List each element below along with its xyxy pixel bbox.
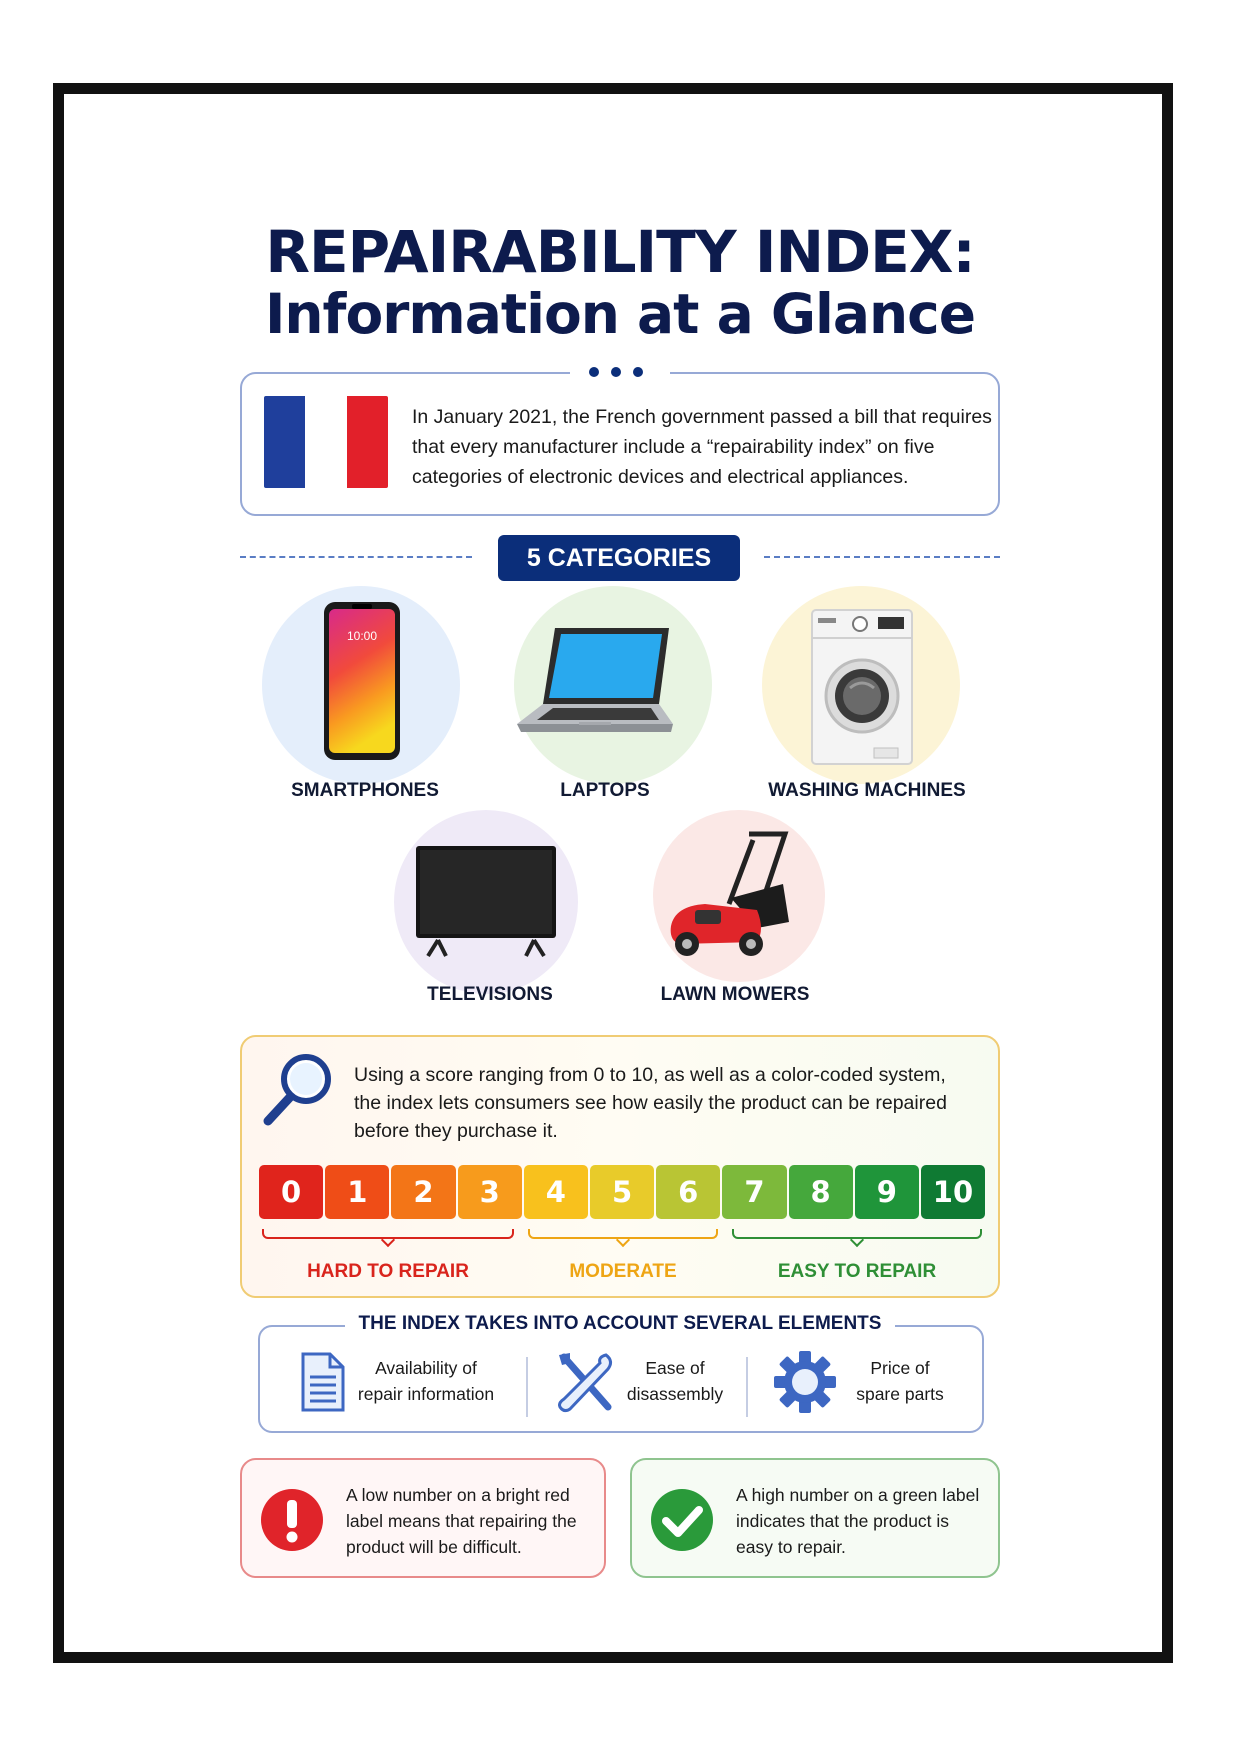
element-divider [746,1357,748,1417]
moderate-label: MODERATE [569,1261,677,1282]
category-label: LAWN MOWERS [660,984,810,1005]
score-cell-2: 2 [391,1165,455,1219]
easy-to-repair-label: EASY TO REPAIR [777,1261,937,1282]
hard-to-repair-label: HARD TO REPAIR [307,1261,469,1282]
score-cell-3: 3 [458,1165,522,1219]
hard-range-brace [262,1229,514,1239]
divider-left [240,556,472,558]
high-score-note [630,1458,1000,1578]
elements-box [258,1325,984,1433]
score-cell-5: 5 [590,1165,654,1219]
score-box [240,1035,1000,1298]
score-cell-0: 0 [259,1165,323,1219]
score-cell-9: 9 [855,1165,919,1219]
moderate-range-brace [528,1229,718,1239]
decorative-dots-icon [240,362,1000,382]
page-subtitle: Information at a Glance [264,282,976,346]
high-score-text: A high number on a green label indicates that the product is easy to repair. [736,1485,980,1557]
low-score-note [240,1458,606,1578]
divider-right [764,556,1000,558]
laptop-icon [513,624,675,744]
category-laptops [495,586,715,806]
category-label: WASHING MACHINES [768,780,966,801]
score-scale [259,1165,985,1219]
score-cell-1: 1 [325,1165,389,1219]
lawn-mower-icon [665,830,795,966]
score-cell-4: 4 [524,1165,588,1219]
elements-title: THE INDEX TAKES INTO ACCOUNT SEVERAL ELEMENTS [0,1313,1240,1335]
svg-text:10:00: 10:00 [346,629,378,643]
element-label: Ease of disassembly [626,1358,724,1404]
document-icon [300,1351,346,1413]
page-title: REPAIRABILITY INDEX: [265,218,975,286]
element-label: Price of spare parts [856,1358,944,1404]
score-cell-8: 8 [789,1165,853,1219]
categories-badge: 5 CATEGORIES [498,535,740,581]
gear-icon [772,1349,838,1415]
category-label: LAPTOPS [560,780,650,801]
score-cell-6: 6 [656,1165,720,1219]
checkmark-icon [650,1488,714,1552]
category-label: TELEVISIONS [427,984,553,1005]
french-flag-icon [264,396,388,488]
element-label: Availability of repair information [357,1358,495,1404]
intro-text: In January 2021, the French government passed a bill that requires that every manufacturer include a “repairability index” on five categories of electronic devices and electrical appliances. [412,406,992,488]
score-description: Using a score ranging from 0 to 10, as well as a color-coded system, the index lets consumers see how easily the product can be repaired before they purchase it. [354,1064,947,1142]
score-cell-7: 7 [722,1165,786,1219]
category-lawn-mowers [625,810,845,1010]
category-label: SMARTPHONES [291,780,439,801]
category-televisions [380,810,600,1010]
element-divider [526,1357,528,1417]
category-smartphones [250,586,480,806]
smartphone-icon [322,600,402,762]
exclamation-icon [260,1488,324,1552]
television-icon [414,844,558,960]
category-washing-machines [752,586,982,806]
easy-range-brace [732,1229,982,1239]
tools-icon [556,1351,616,1415]
magnifying-glass-icon [260,1051,336,1127]
score-cell-10: 10 [921,1165,985,1219]
low-score-text: A low number on a bright red label means that repairing the product will be difficult. [346,1485,577,1557]
washing-machine-icon [810,608,914,768]
intro-box [240,372,1000,516]
